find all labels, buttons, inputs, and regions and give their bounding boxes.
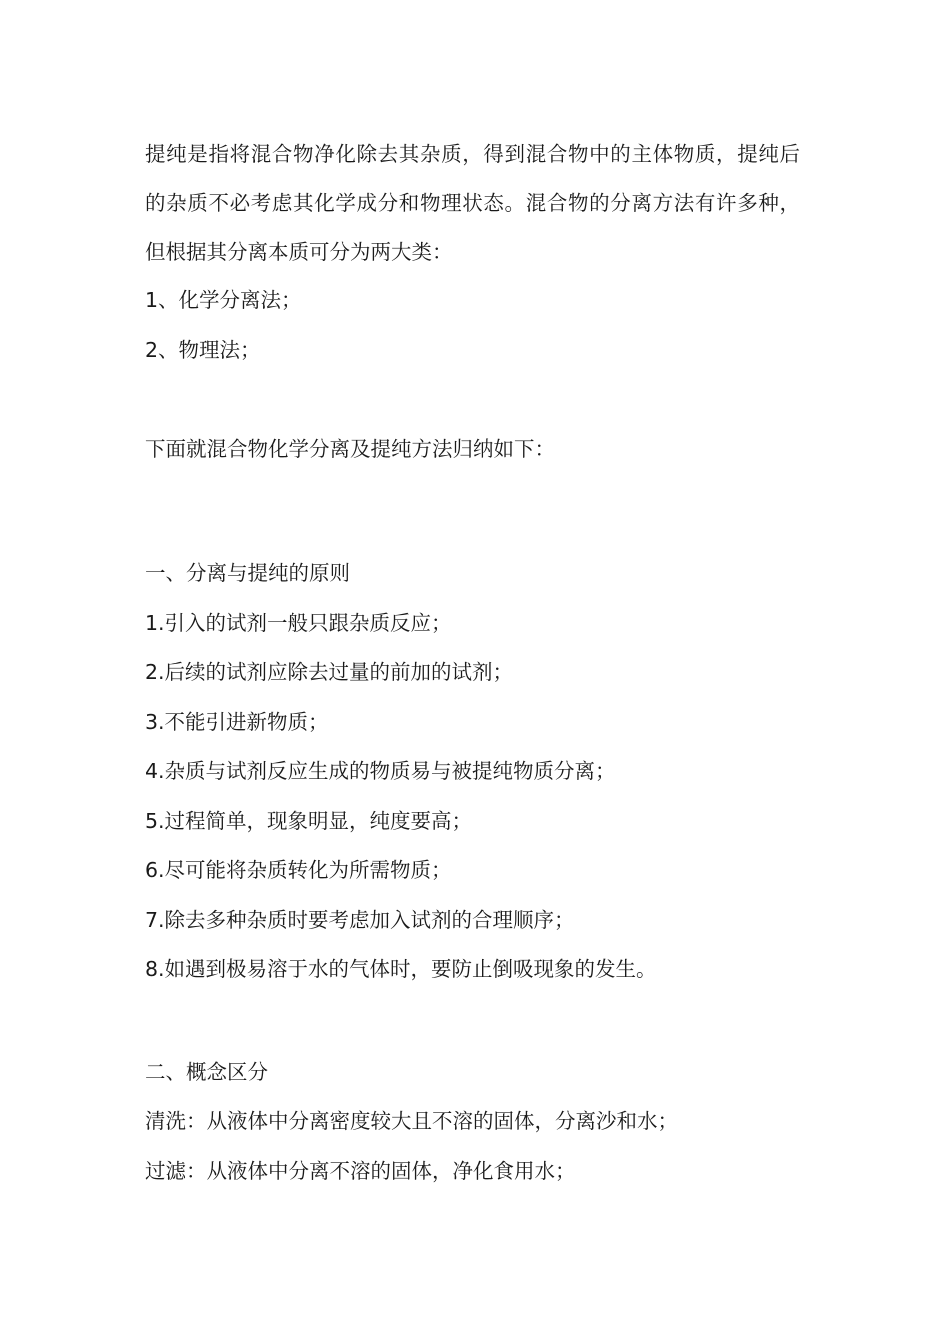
- principle-item-1: 1.引入的试剂一般只跟杂质反应；: [145, 611, 452, 635]
- section2-heading: 二、概念区分: [145, 1060, 268, 1084]
- section1-heading: 一、分离与提纯的原则: [145, 561, 350, 585]
- concept-item-2: 过滤：从液体中分离不溶的固体，净化食用水；: [145, 1159, 576, 1183]
- principle-item-6: 6.尽可能将杂质转化为所需物质；: [145, 858, 452, 882]
- concept-item-1: 清洗：从液体中分离密度较大且不溶的固体，分离沙和水；: [145, 1109, 678, 1133]
- method-item-2: 2、物理法；: [145, 338, 261, 362]
- principle-item-8: 8.如遇到极易溶于水的气体时，要防止倒吸现象的发生。: [145, 957, 657, 981]
- summary-line: 下面就混合物化学分离及提纯方法归纳如下：: [145, 437, 555, 461]
- method-item-1: 1、化学分离法；: [145, 288, 302, 312]
- principle-item-7: 7.除去多种杂质时要考虑加入试剂的合理顺序；: [145, 908, 575, 932]
- principle-item-5: 5.过程简单，现象明显，纯度要高；: [145, 809, 473, 833]
- principle-item-4: 4.杂质与试剂反应生成的物质易与被提纯物质分离；: [145, 759, 616, 783]
- principle-item-2: 2.后续的试剂应除去过量的前加的试剂；: [145, 660, 514, 684]
- intro-paragraph: 提纯是指将混合物净化除去其杂质，得到混合物中的主体物质，提纯后的杂质不必考虑其化学成分和物理状态。混合物的分离方法有许多种，但根据其分离本质可分为两大类：: [145, 142, 800, 264]
- principle-item-3: 3.不能引进新物质；: [145, 710, 329, 734]
